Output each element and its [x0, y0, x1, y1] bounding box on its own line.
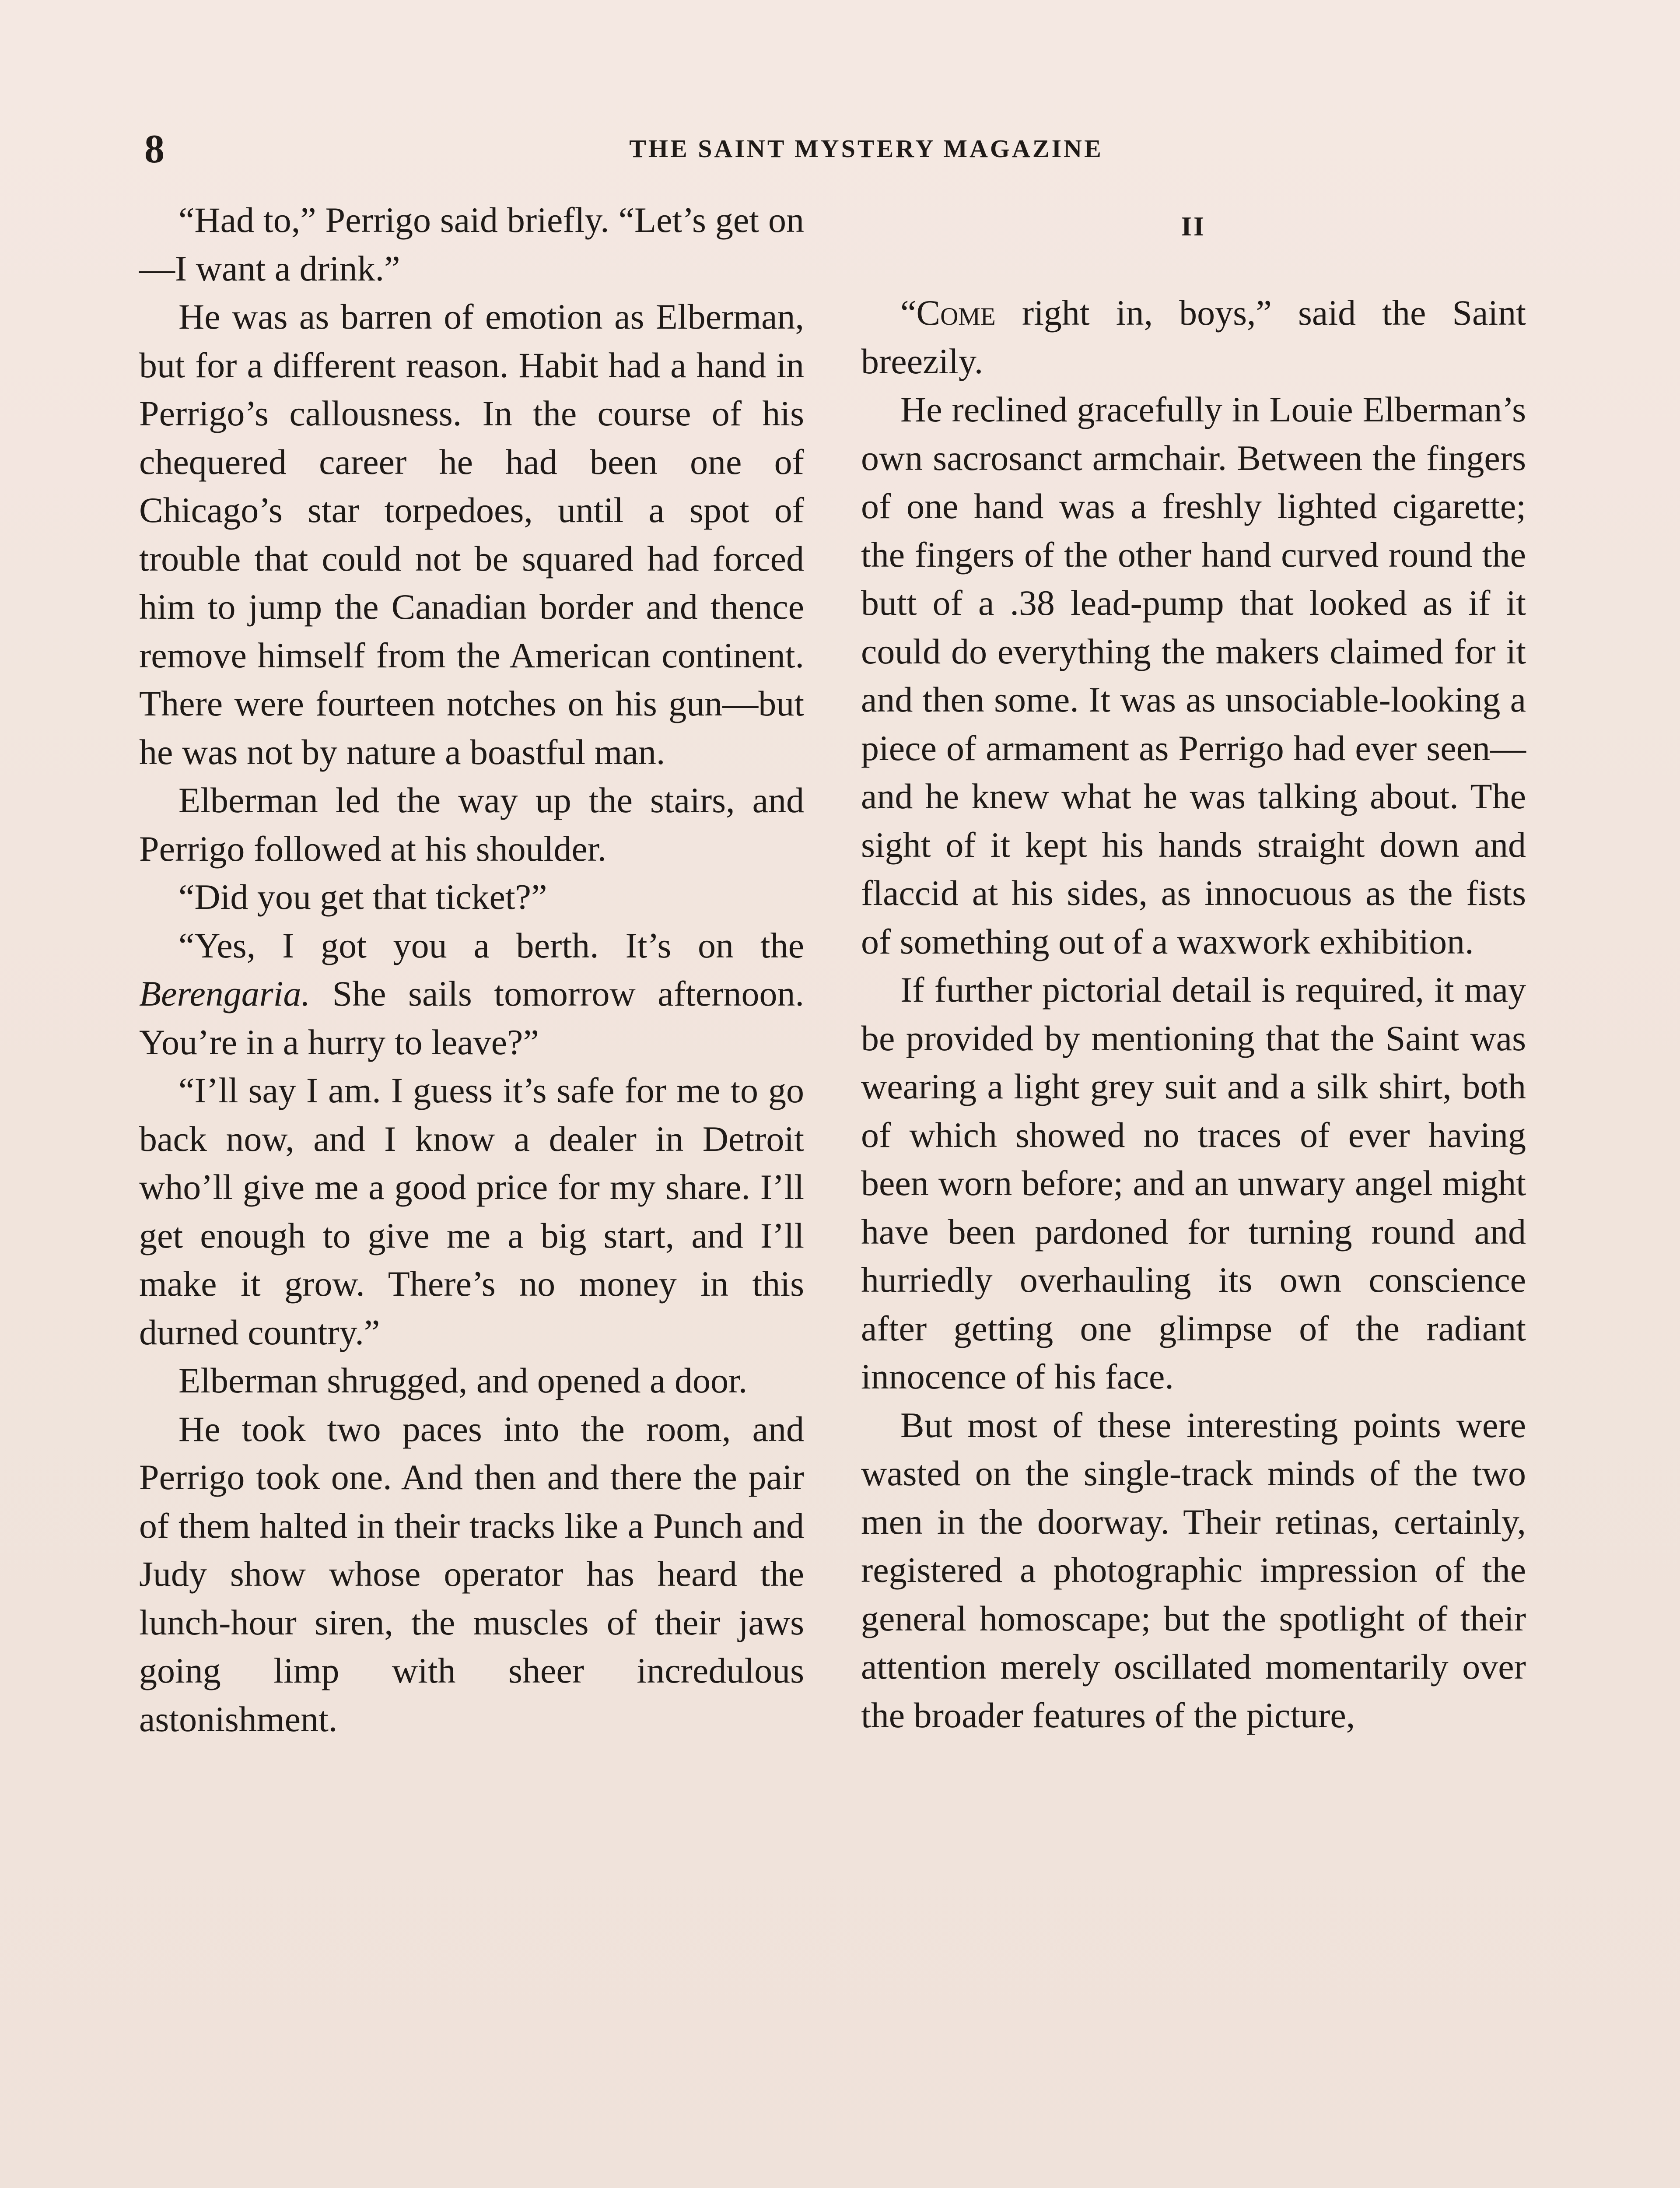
lead-in-word: “Come [900, 293, 996, 333]
paragraph: “I’ll say I am. I guess it’s safe for me to go back now, and I know a dealer in Detroit who’ll give me a good price for my share. I’ll get enough to give me a big start, and I’ll make it grow. There’s no money in this durned country.” [139, 1070, 804, 1352]
text-run: “Yes, I got you a berth. It’s on the [178, 925, 804, 965]
paragraph: He was as barren of emotion as Elberman, but for a different reason. Habit had a hand in Perrigo’s callousness. In the course of his chequered career he had been one of Chicago’s star torpedoes, until a spot of trouble that could not be squared had forced him to jump the Canadian border and thence remove himself from the American continent. There were fourteen notches on his gun—but he was not by nature a boastful man. [139, 297, 804, 772]
paragraph: He reclined gracefully in Louie Elberman’s own sacrosanct armchair. Between the fingers of one hand was a freshly lighted cigarette; the fingers of the other hand curved round the butt of a .38 lead-pump that looked as if it could do everything the makers claimed for it and then some. It was as unsociable-looking a piece of armament as Perrigo had ever seen—and he knew what he was talking about. The sight of it kept his hands straight down and flaccid at his sides, as innocuous as the fists of something out of a waxwork exhibition. [861, 389, 1526, 961]
paragraph: Elberman led the way up the stairs, and Perrigo followed at his shoulder. [139, 780, 804, 869]
text-run: She sails tomorrow afternoon. You’re in a hurry to leave?” [139, 974, 804, 1062]
page-header [144, 125, 1536, 173]
page-number: 8 [144, 126, 164, 171]
paragraph [861, 289, 1526, 386]
right-text-column [861, 196, 1526, 1739]
paragraph: He took two paces into the room, and Perrigo took one. And then and there the pair of them halted in their tracks like a Punch and Judy show whose operator has heard the lunch-hour siren, the muscles of their jaws going limp with sheer incredulous astonishment. [139, 1409, 804, 1739]
paragraph: But most of these interesting points were wasted on the single-track minds of the two men in the doorway. Their retinas, certainly, registered a photographic impression of the general homoscape; but the spotlight of their attention merely oscillated momentarily over the broader features of the picture, [861, 1405, 1526, 1735]
ship-name: Berengaria. [139, 974, 310, 1013]
paragraph: Elberman shrugged, and opened a door. [178, 1360, 748, 1400]
section-number: II [1181, 212, 1206, 242]
paragraph: “Did you get that ticket?” [178, 877, 547, 917]
left-text-column [139, 196, 804, 1743]
paragraph: “Had to,” Perrigo said briefly. “Let’s get on—I want a drink.” [139, 200, 804, 288]
text-run: right in, boys,” said the Saint breezily. [861, 293, 1526, 381]
paragraph: If further pictorial detail is required, it may be provided by mentioning that the Saint was wearing a light grey suit and a silk shirt, both of which showed no traces of ever having been worn before; and an unwary angel might have been pardoned for turning round and hurriedly overhauling its own conscience after getting one glimpse of the radiant innocence of his face. [861, 970, 1526, 1396]
running-head: THE SAINT MYSTERY MAGAZINE [629, 134, 1103, 163]
paragraph [139, 922, 804, 1067]
